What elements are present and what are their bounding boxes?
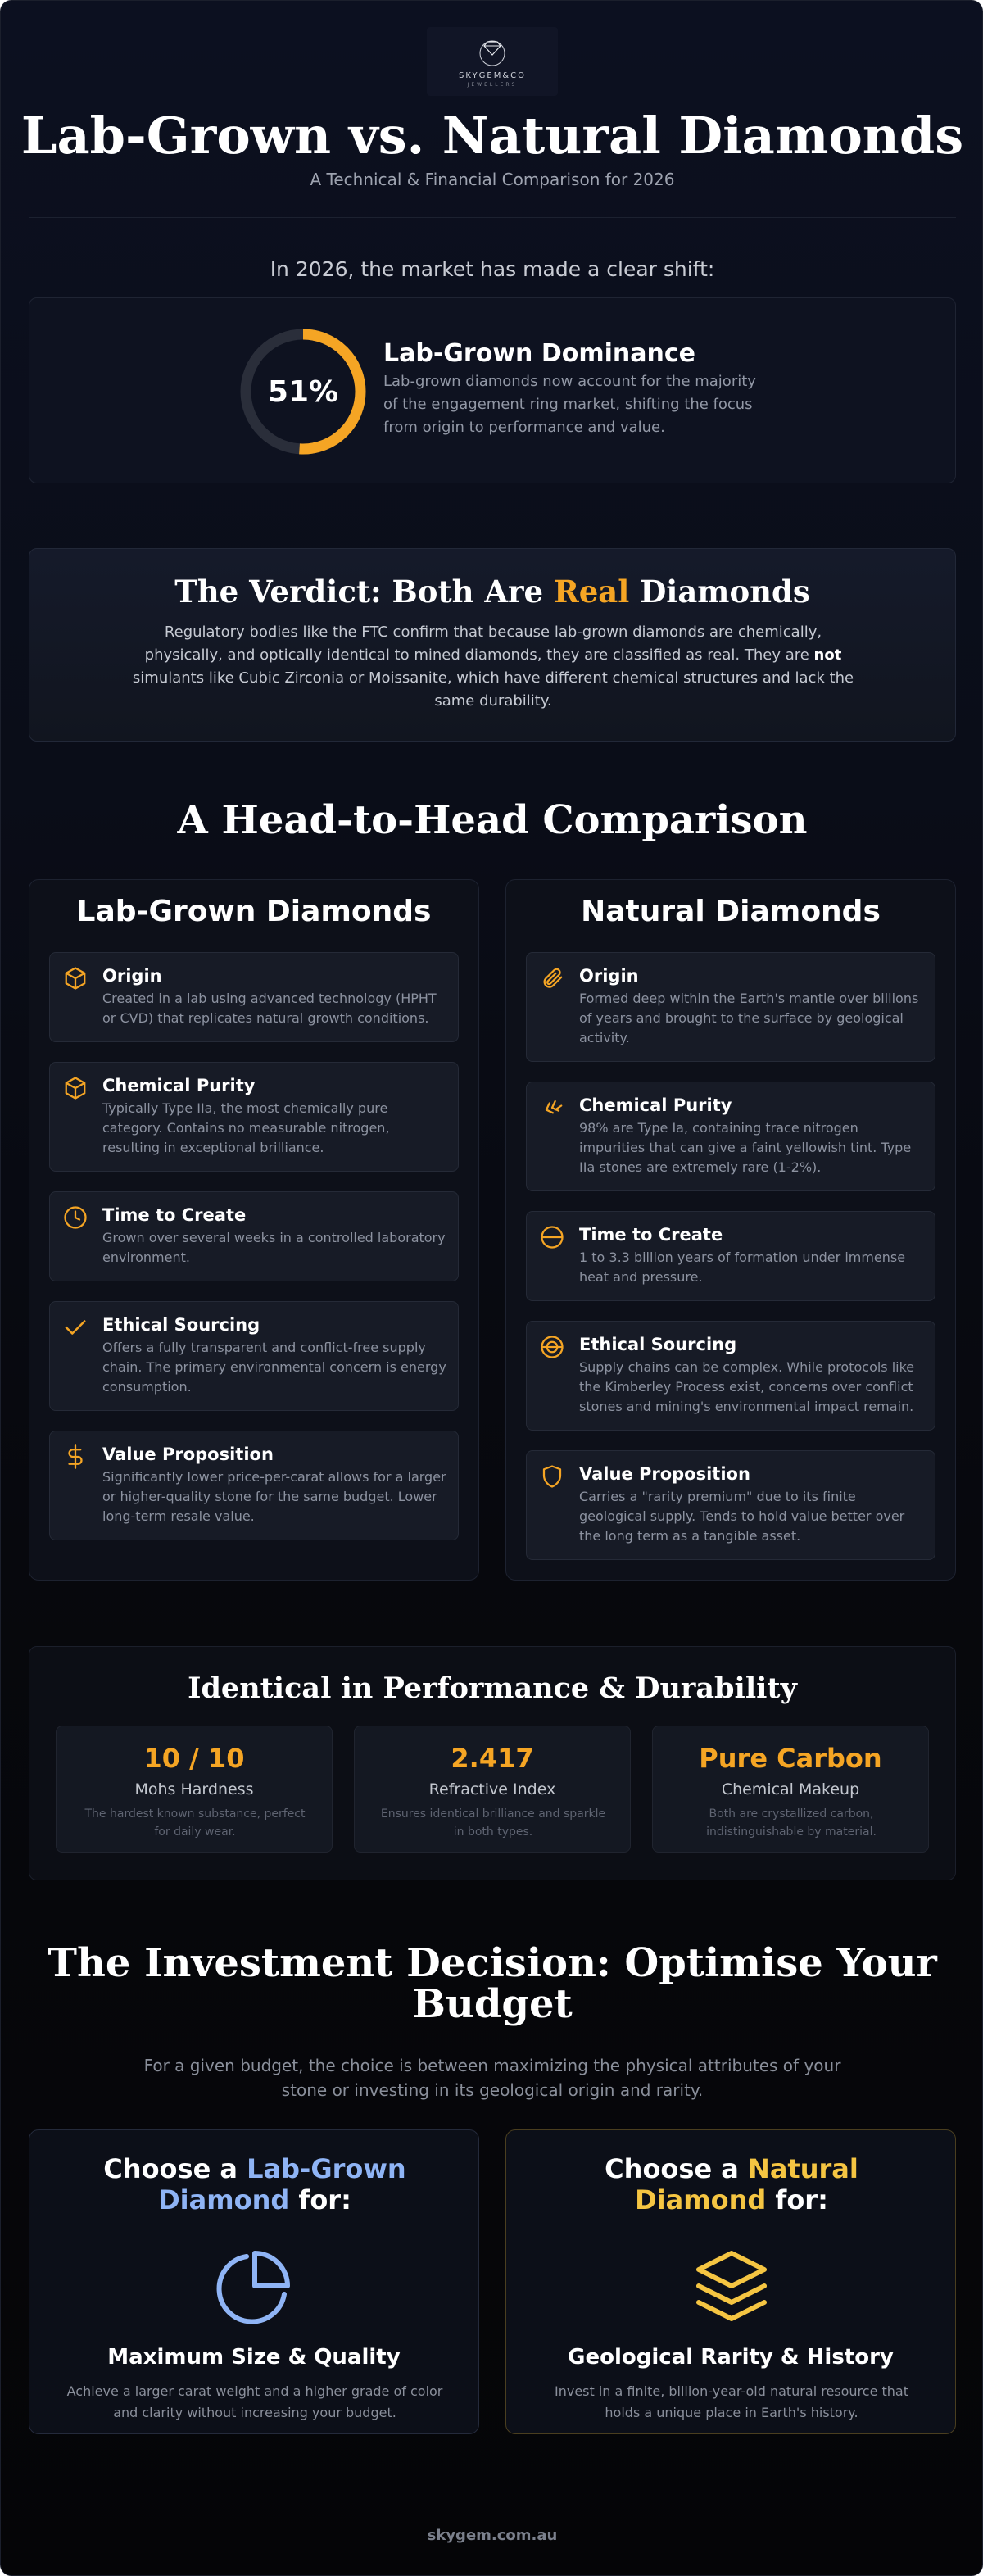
choose-lab-title: Choose a Lab-Grown Diamond for: (103, 2153, 406, 2215)
metric-value: Pure Carbon (699, 1743, 882, 1774)
cube-icon (63, 1076, 88, 1100)
lab-grown-column (29, 879, 479, 1581)
feature-title: Origin (102, 966, 162, 986)
check-icon (63, 1315, 88, 1340)
stat-title: Lab-Grown Dominance (383, 339, 695, 368)
logo-name: SKYGEM&CO (458, 71, 526, 80)
logo-tagline: JEWELLERS (467, 82, 518, 88)
lab-feature-value (49, 1431, 459, 1540)
choose-natural-heading: Geological Rarity & History (568, 2345, 894, 2370)
page-subtitle: A Technical & Financial Comparison for 2026 (310, 170, 675, 189)
intro-lead: In 2026, the market has made a clear shift: (270, 257, 715, 281)
investment-title: The Investment Decision: Optimise Your Budget (48, 1940, 937, 2027)
verdict-card (29, 548, 956, 742)
choose-lab-heading: Maximum Size & Quality (107, 2345, 401, 2370)
lab-feature-origin (49, 952, 459, 1042)
feature-title: Time to Create (579, 1225, 723, 1245)
feature-title: Origin (579, 966, 639, 986)
metric-note: The hardest known substance, perfect for daily wear. (84, 1807, 306, 1839)
feature-desc: Grown over several weeks in a controlled laboratory environment. (102, 1230, 446, 1265)
metric-hardness (56, 1726, 333, 1853)
feature-title: Value Proposition (579, 1464, 750, 1484)
cube-icon (63, 966, 88, 991)
metric-label: Chemical Makeup (721, 1780, 860, 1798)
metric-note: Ensures identical brilliance and sparkle in both types. (380, 1807, 606, 1839)
lab-grown-title: Lab-Grown Diamonds (76, 895, 432, 928)
natural-feature-origin (526, 952, 935, 1062)
market-share-card (29, 297, 956, 483)
stat-description: Lab-grown diamonds now account for the majority of the engagement ring market, shifting the focus from origin to performance and value. (383, 373, 756, 436)
feature-desc: Significantly lower price-per-carat allows for a larger or higher-quality stone for the same budget. Lower long-term resale value. (102, 1469, 446, 1524)
verdict-text: Regulatory bodies like the FTC confirm that because lab-grown diamonds are chemically, physically, and optically identical to mined diamonds, they are classified as real. They are not simulants like Cubic Zirconia or Moissanite, which have different chemical structures and lack the same durability. (132, 624, 854, 710)
lab-feature-time (49, 1191, 459, 1281)
feature-desc: Supply chains can be complex. While protocols like the Kimberley Process exist, concerns over conflict stones and mining's environmental impact remain. (579, 1359, 915, 1414)
diamond-logo-icon (469, 35, 515, 68)
feature-desc: 98% are Type Ia, containing trace nitrogen impurities that can give a faint yellowish tint. Type IIa stones are extremely rare (1-2%). (579, 1120, 912, 1175)
performance-title: Identical in Performance & Durability (188, 1671, 797, 1705)
feature-desc: Created in a lab using advanced technology (HPHT or CVD) that replicates natural growth conditions. (102, 991, 437, 1026)
feature-desc: Formed deep within the Earth's mantle over billions of years and brought to the surface by geological activity. (579, 991, 919, 1045)
feature-desc: Carries a "rarity premium" due to its finite geological supply. Tends to hold value better over the long term as a tangible asset. (579, 1489, 905, 1544)
natural-feature-time (526, 1211, 935, 1301)
feature-title: Chemical Purity (579, 1095, 732, 1115)
choose-lab-desc: Achieve a larger carat weight and a higher grade of color and clarity without increasing your budget. (66, 2383, 443, 2420)
verdict-title: The Verdict: Both Are Real Diamonds (174, 574, 810, 610)
lab-feature-ethical (49, 1301, 459, 1411)
natural-highlight: Natural Diamond (635, 2153, 858, 2215)
natural-title: Natural Diamonds (581, 895, 881, 928)
feature-desc: Offers a fully transparent and conflict-free supply chain. The primary environmental concern is energy consumption. (102, 1340, 446, 1395)
feature-desc: Typically Type IIa, the most chemically pure category. Contains no measurable nitrogen, resulting in exceptional brilliance. (102, 1100, 390, 1155)
feature-title: Chemical Purity (102, 1076, 256, 1095)
globe-icon (540, 1335, 564, 1359)
natural-feature-chemical-purity (526, 1082, 935, 1191)
choose-natural-card (505, 2129, 956, 2434)
feature-desc: 1 to 3.3 billion years of formation under immense heat and pressure. (579, 1249, 906, 1285)
market-share-percent: 51% (267, 374, 339, 409)
verdict-emphasis: not (813, 646, 842, 664)
clock-icon (63, 1205, 88, 1230)
layers-icon (691, 2245, 772, 2327)
natural-feature-value (526, 1450, 935, 1560)
lab-highlight: Lab-Grown Diamond (158, 2153, 406, 2215)
performance-card (29, 1646, 956, 1880)
verdict-highlight: Real (553, 574, 630, 610)
feature-title: Value Proposition (102, 1444, 274, 1464)
choose-natural-title: Choose a Natural Diamond for: (605, 2153, 858, 2215)
footer-url[interactable]: skygem.com.au (427, 2527, 558, 2544)
feature-title: Time to Create (102, 1205, 247, 1225)
paperclip-icon (540, 966, 564, 991)
page-title: Lab-Grown vs. Natural Diamonds (20, 106, 964, 166)
metric-value: 2.417 (451, 1743, 534, 1774)
comparison-title: A Head-to-Head Comparison (177, 797, 808, 843)
lab-feature-chemical-purity (49, 1062, 459, 1172)
metric-label: Mohs Hardness (134, 1780, 254, 1798)
minus-circle-icon (540, 1225, 564, 1249)
brand-logo[interactable] (427, 27, 558, 96)
header-divider (29, 217, 956, 218)
dollar-icon (63, 1444, 88, 1469)
metric-note: Both are crystallized carbon, indistinguishable by material. (706, 1807, 877, 1839)
metric-value: 10 / 10 (143, 1743, 245, 1774)
metric-label: Refractive Index (428, 1780, 556, 1798)
natural-feature-ethical (526, 1321, 935, 1431)
choose-natural-desc: Invest in a finite, billion-year-old natural resource that holds a unique place in Earth's history. (554, 2383, 908, 2420)
natural-column (505, 879, 956, 1581)
choose-lab-grown-card (29, 2129, 479, 2434)
feature-title: Ethical Sourcing (102, 1315, 260, 1335)
shield-icon (540, 1464, 564, 1489)
investment-subtitle: For a given budget, the choice is between maximizing the physical attributes of your stone or investing in its geological origin and rarity. (143, 2056, 841, 2100)
chevrons-icon (540, 1095, 564, 1120)
metric-chemical-makeup (652, 1726, 929, 1853)
feature-title: Ethical Sourcing (579, 1335, 737, 1354)
metric-refractive-index (354, 1726, 631, 1853)
pie-chart-icon (214, 2245, 296, 2327)
